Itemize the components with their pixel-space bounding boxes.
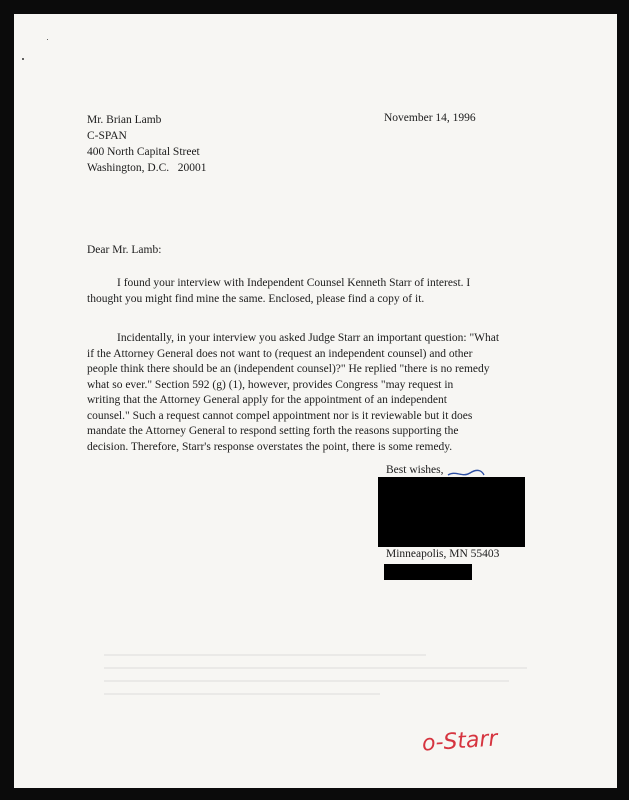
redaction-block [384,564,472,580]
paragraph-line: mandate the Attorney General to respond setting forth the reasons supporting the [87,425,459,437]
paragraph-line: what so ever." Section 592 (g) (1), however, provides Congress "may request in [87,378,454,391]
paragraph-line: writing that the Attorney General apply for the appointment of an independent [87,394,447,406]
paper-speck [47,39,48,40]
recipient-address [87,112,207,176]
recipient-name: Mr. Brian Lamb [87,114,162,126]
handwritten-note: o-Starr [421,726,499,757]
sender-city: Minneapolis, MN 55403 [386,548,500,560]
recipient-street: 400 North Capital Street [87,146,200,158]
paragraph-line: Incidentally, in your interview you asked Judge Starr an important question: "What [117,332,500,344]
redaction-block [378,477,525,547]
paragraph-line: people think there should be an (independent counsel)?" He replied "there is no remedy [87,363,490,375]
paragraph-line: thought you might find mine the same. Enclosed, please find a copy of it. [87,292,425,305]
letter-page [14,14,617,788]
paragraph-line: decision. Therefore, Starr's response overstates the point, there is some remedy. [87,440,453,453]
paragraph-line: if the Attorney General does not want to (request an independent counsel) and other [87,347,473,360]
recipient-org: C-SPAN [87,130,127,142]
closing: Best wishes, [386,464,444,476]
paragraph-line: counsel." Such a request cannot compel appointment nor is it reviewable but it does [87,409,473,422]
letter-date: November 14, 1996 [384,112,476,124]
salutation: Dear Mr. Lamb: [87,244,162,256]
recipient-city: Washington, D.C. 20001 [87,162,207,174]
paragraph-1 [87,276,537,307]
paragraph-2 [87,331,537,455]
bleed-through-text [104,654,564,724]
paragraph-line: I found your interview with Independent Counsel Kenneth Starr of interest. I [117,277,471,289]
paper-speck [22,58,24,60]
